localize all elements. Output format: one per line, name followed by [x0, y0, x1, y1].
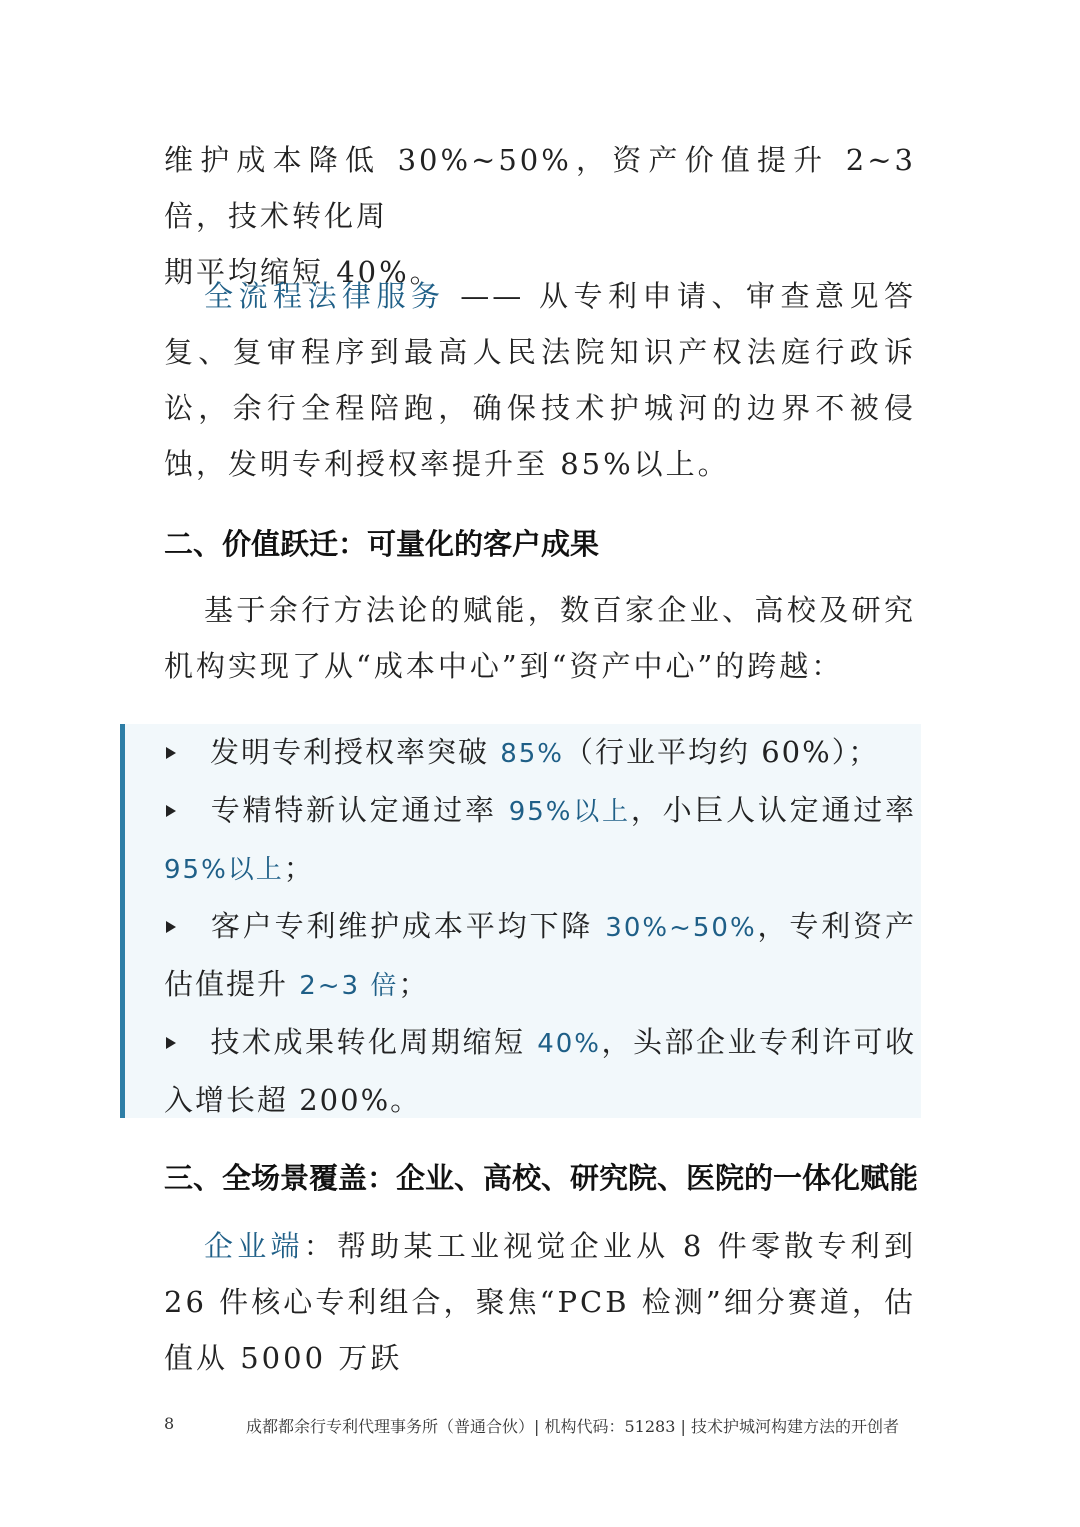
bullet-text: 专精特新认定通过率 [210, 793, 509, 827]
bullet-text: 发明专利授权率突破 [210, 735, 501, 769]
results-bullet-list [164, 724, 916, 1128]
paragraph-enterprise [164, 1218, 916, 1386]
triangle-bullet-icon [166, 921, 176, 933]
legal-service-dash: —— [445, 279, 539, 313]
bullet-item-4 [164, 1014, 916, 1128]
legal-service-text: 从专利申请、审查意见答复、复审程序到最高人民法院知识产权法庭行政诉讼，余行全程陪跑，确保技术护城河的边界不被侵蚀，发明专利授权率提升至 85%以上。 [164, 279, 916, 481]
bullet-highlight: 85% [500, 739, 565, 769]
bullet-text: ，头部企业专利许可收入增长超 200%。 [164, 1025, 916, 1117]
triangle-bullet-icon [166, 805, 176, 817]
bullet-highlight: 40% [537, 1029, 601, 1059]
bullet-highlight: 95%以上 [164, 855, 284, 885]
bullet-text: （行业平均约 60%）； [564, 735, 880, 769]
bullet-text: 客户专利维护成本平均下降 [210, 909, 606, 943]
section-heading-3: 三、全场景覆盖：企业、高校、研究院、医院的一体化赋能 [164, 1161, 919, 1195]
section-heading-2: 二、价值跃迁：可量化的客户成果 [164, 527, 600, 561]
bullet-item-2 [164, 782, 916, 898]
bullet-highlight: 2~3 倍 [299, 971, 399, 1001]
footer-text: 成都都余行专利代理事务所（普通合伙）| 机构代码：51283 | 技术护城河构建方法的开创者 [246, 1417, 899, 1436]
bullet-text: ，专利资产估值提升 [164, 909, 916, 1001]
bullet-text: ，小巨人认定通过率 [630, 793, 916, 827]
bullet-text: 技术成果转化周期缩短 [210, 1025, 538, 1059]
bullet-text: ； [283, 851, 315, 885]
bullet-text: ； [398, 967, 430, 1001]
bullet-item-1 [164, 724, 916, 782]
paragraph-legal-service [164, 268, 916, 492]
bullet-highlight: 30%~50% [605, 913, 757, 943]
enterprise-text: ：帮助某工业视觉企业从 8 件零散专利到 26 件核心专利组合，聚焦“PCB 检测”细分赛道，估值从 5000 万跃 [164, 1229, 916, 1375]
paragraph-cost-line-1: 维护成本降低 30%~50%，资产价值提升 2~3 倍，技术转化周 [164, 143, 916, 233]
paragraph-methodology: 基于余行方法论的赋能，数百家企业、高校及研究机构实现了从“成本中心”到“资产中心”的跨越： [164, 593, 916, 683]
page-number: 8 [164, 1414, 175, 1433]
triangle-bullet-icon [166, 1037, 176, 1049]
enterprise-lead: 企业端 [204, 1229, 304, 1263]
bullet-highlight: 95%以上 [508, 797, 631, 827]
paragraph-cost-line-2: 期平均缩短 40%。 [164, 255, 442, 289]
page-footer [164, 1414, 916, 1444]
triangle-bullet-icon [166, 747, 176, 759]
bullet-item-3 [164, 898, 916, 1014]
legal-service-lead: 全流程法律服务 [204, 279, 446, 313]
